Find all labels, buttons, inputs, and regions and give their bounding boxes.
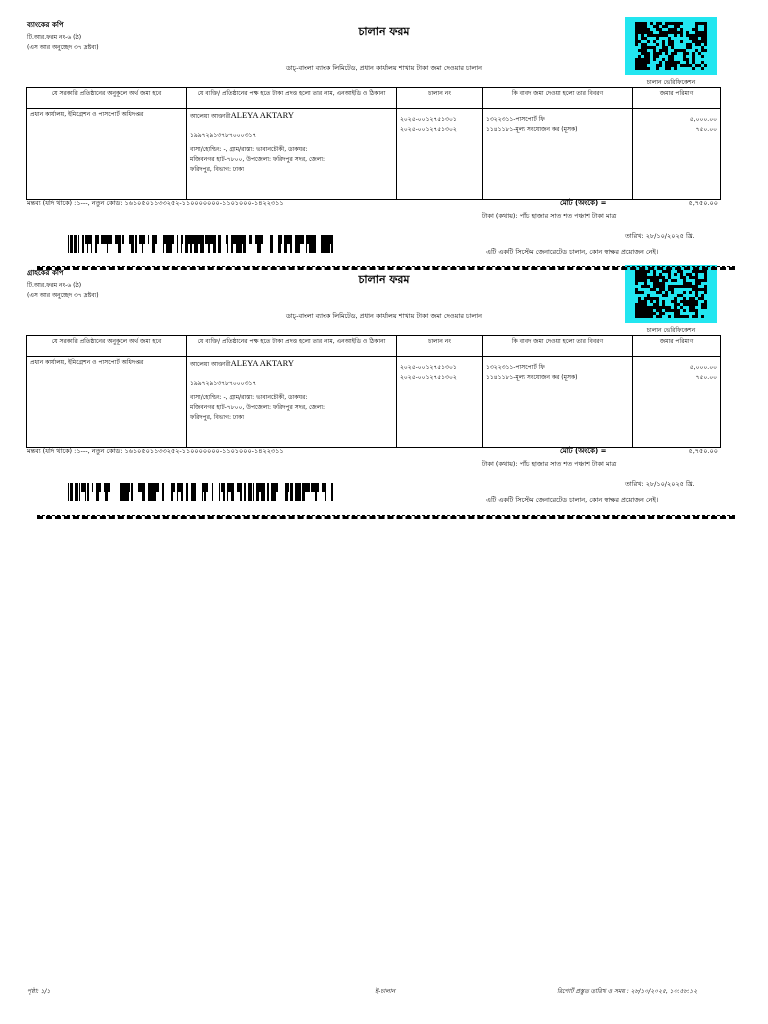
header-description: কি বাবদ জমা দেওয়া হলো তার বিবরণ	[483, 336, 633, 357]
system-note: এটি একটি সিস্টেম জেনারেটেড চালান, কোন স্বাক্ষর প্রয়োজন নেই।	[486, 248, 659, 256]
amount-value: ৭৫০.০০	[695, 126, 717, 133]
challan-date: তারিখ: ২৮/১০/২০২৫ খ্রি.	[625, 232, 695, 240]
challan-no-cell	[397, 109, 483, 200]
office-cell: প্রধান কার্যালয়, ইমিগ্রেশন ও পাসপোর্ট অধিদপ্তর	[27, 109, 187, 200]
description-item: ১১৪১১৮১-মূল্য সংযোজন কর (মূসক)	[486, 126, 578, 133]
total-value: ৫,৭৫০.০০	[688, 199, 718, 207]
challan-no: ২০২৫-০০১২৭৫১৩০১	[400, 364, 457, 371]
description-item: ১৩২২৩১১-পাসপোর্ট ফি	[486, 116, 545, 123]
payer-nid: ১৯৯৭২৯১৩৭৮৭০০০৩১৭	[190, 380, 257, 387]
form-number: টি.আর.ফরম নং-৬ (ঠ)	[27, 282, 82, 289]
challan-date: তারিখ: ২৮/১০/২০২৫ খ্রি.	[625, 480, 695, 488]
payer-name-bn: আলেয়া আক্তারী	[190, 361, 231, 368]
payer-nid: ১৯৯৭২৯১৩৭৮৭০০০৩১৭	[190, 132, 257, 139]
qr-caption: চালান ভেরিফিকেশন	[646, 79, 696, 86]
challan-table	[26, 335, 721, 448]
copy-label: ব্যাংকের কপি	[27, 21, 64, 29]
total-label: মোট (অংকে) =	[560, 447, 607, 455]
rule-reference: (এস আর অনুচ্ছেদ ৩৭ দ্রষ্টব্য)	[27, 44, 99, 51]
amount-cell	[633, 357, 721, 448]
form-number: টি.আর.ফরম নং-৬ (ঠ)	[27, 34, 82, 41]
system-note: এটি একটি সিস্টেম জেনারেটেড চালান, কোন স্বাক্ষর প্রয়োজন নেই।	[486, 496, 659, 504]
table-header-row	[27, 336, 721, 357]
office-cell: প্রধান কার্যালয়, ইমিগ্রেশন ও পাসপোর্ট অধিদপ্তর	[27, 357, 187, 448]
payer-name-en: ALEYA AKTARY	[230, 110, 294, 120]
challan-no: ২০২৫-০০১২৭৫১৩০২	[400, 126, 457, 133]
payer-address-2: মজিবনগর হাট-৭৮০০, উপজেলা: ফরিদপুর সদর, জেলা:	[190, 156, 325, 163]
payer-cell	[187, 109, 397, 200]
payer-address-3: ফরিদপুর, বিভাগ: ঢাকা	[190, 166, 244, 173]
barcode	[68, 235, 333, 253]
form-title: চালান ফরম	[358, 25, 410, 38]
header-payer: যে ব্যক্তি/ প্রতিষ্ঠানের পক্ষ হতে টাকা প্রদত্ত হলো তার নাম, এনআইডি ও ঠিকানা	[187, 88, 397, 109]
cut-line	[37, 266, 735, 270]
qr-caption: চালান ভেরিফিকেশন	[646, 327, 696, 334]
payer-address-1: বাসা/হোল্ডিং: -, গ্রাম/রাস্তা: ভাবানচৌকী, ডাকঘর:	[190, 146, 308, 153]
total-value: ৫,৭৫০.০০	[688, 447, 718, 455]
bank-line: ডাচ্-বাংলা ব্যাংক লিমিটেড, প্রধান কার্যালয় শাখায় টাকা জমা দেওয়ার চালান	[285, 64, 483, 72]
header-amount: জমার পরিমাণ	[633, 88, 721, 109]
payer-name-bn: আলেয়া আক্তারী	[190, 113, 231, 120]
payer-name-en: ALEYA AKTARY	[230, 358, 294, 368]
table-row	[27, 109, 721, 200]
payer-cell	[187, 357, 397, 448]
table-row	[27, 357, 721, 448]
header-payer: যে ব্যক্তি/ প্রতিষ্ঠানের পক্ষ হতে টাকা প্রদত্ত হলো তার নাম, এনআইডি ও ঠিকানা	[187, 336, 397, 357]
header-challan-no: চালান নং	[397, 88, 483, 109]
barcode	[68, 483, 333, 501]
remark: মন্তব্য (যদি থাকে) :১---, নতুন কোড: ১৬১০৫০১১৩৩২৫২-১১০০০০০০০-১১০১০০০-১৪২২৩১১	[27, 199, 284, 207]
table-header-row	[27, 88, 721, 109]
challan-no-cell	[397, 357, 483, 448]
bank-line: ডাচ্-বাংলা ব্যাংক লিমিটেড, প্রধান কার্যালয় শাখায় টাকা জমা দেওয়ার চালান	[285, 312, 483, 320]
amount-in-words: টাকা (কথায়): পাঁচ হাজার সাত শত পঞ্চাশ টাকা মাত্র	[482, 212, 617, 220]
challan-no: ২০২৫-০০১২৭৫১৩০২	[400, 374, 457, 381]
cut-line	[37, 515, 735, 519]
payer-address-3: ফরিদপুর, বিভাগ: ঢাকা	[190, 414, 244, 421]
description-item: ১১৪১১৮১-মূল্য সংযোজন কর (মূসক)	[486, 374, 578, 381]
amount-value: ৫,০০০.০০	[689, 364, 717, 371]
rule-reference: (এস আর অনুচ্ছেদ ৩৭ দ্রষ্টব্য)	[27, 292, 99, 299]
amount-value: ৫,০০০.০০	[689, 116, 717, 123]
footer-center: ই-চালান	[375, 988, 396, 995]
description-cell	[483, 109, 633, 200]
header-office: যে সরকারি প্রতিষ্ঠানের অনুকূলে অর্থ জমা হবে	[27, 336, 187, 357]
header-office: যে সরকারি প্রতিষ্ঠানের অনুকূলে অর্থ জমা হবে	[27, 88, 187, 109]
footer-page: পৃষ্ঠা: ১/১	[27, 988, 51, 995]
amount-in-words: টাকা (কথায়): পাঁচ হাজার সাত শত পঞ্চাশ টাকা মাত্র	[482, 460, 617, 468]
description-item: ১৩২২৩১১-পাসপোর্ট ফি	[486, 364, 545, 371]
payer-address-2: মজিবনগর হাট-৭৮০০, উপজেলা: ফরিদপুর সদর, জেলা:	[190, 404, 325, 411]
total-label: মোট (অংকে) =	[560, 199, 607, 207]
remark: মন্তব্য (যদি থাকে) :১---, নতুন কোড: ১৬১০৫০১১৩৩২৫২-১১০০০০০০০-১১০১০০০-১৪২২৩১১	[27, 447, 284, 455]
header-amount: জমার পরিমাণ	[633, 336, 721, 357]
form-title: চালান ফরম	[358, 273, 410, 286]
payer-address-1: বাসা/হোল্ডিং: -, গ্রাম/রাস্তা: ভাবানচৌকী, ডাকঘর:	[190, 394, 308, 401]
challan-no: ২০২৫-০০১২৭৫১৩০১	[400, 116, 457, 123]
amount-cell	[633, 109, 721, 200]
amount-value: ৭৫০.০০	[695, 374, 717, 381]
challan-table	[26, 87, 721, 200]
header-description: কি বাবদ জমা দেওয়া হলো তার বিবরণ	[483, 88, 633, 109]
copy-label: গ্রাহকের কপি	[27, 269, 64, 277]
footer-printed: রিপোর্ট প্রস্তুত তারিখ ও সময় : ২৮/১০/২০২৫, ১০:৫৮:১২	[557, 988, 698, 995]
description-cell	[483, 357, 633, 448]
header-challan-no: চালান নং	[397, 336, 483, 357]
